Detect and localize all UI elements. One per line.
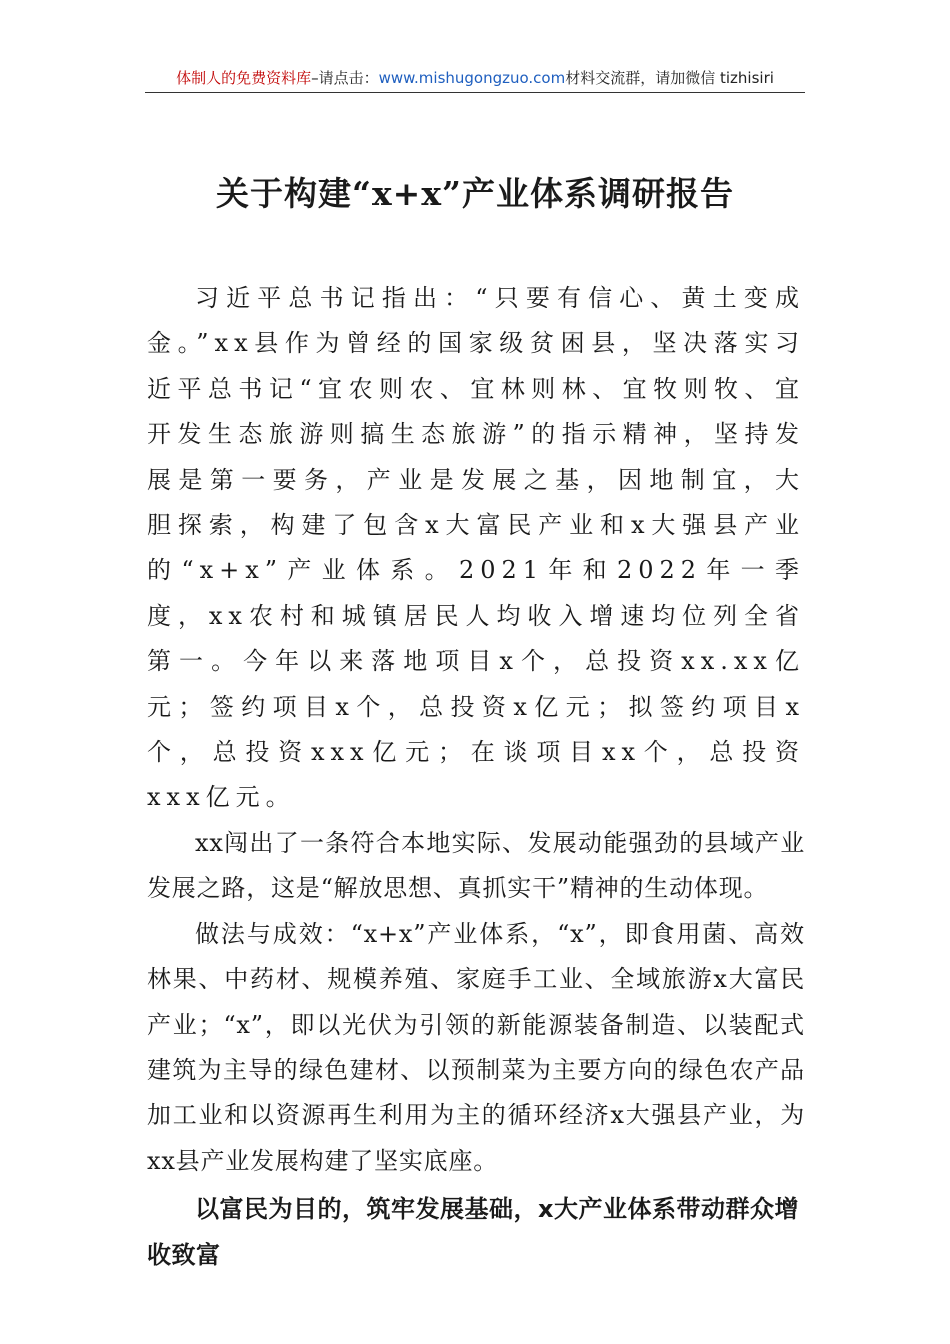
document-title: 关于构建“x+x”产业体系调研报告 [216,174,734,213]
header-url-link[interactable]: www.mishugongzuo.com [378,69,566,87]
section-heading: 以富民为目的，筑牢发展基础，x大产业体系带动群众增收致富 [147,1195,799,1270]
page-header [145,66,805,93]
header-prompt: –请点击： [311,69,379,87]
paragraph-summary: xx闯出了一条符合本地实际、发展动能强劲的县域产业发展之路，这是“解放思想、真抓实干”精神的生动体现。 [147,828,805,903]
document-body [147,276,805,1278]
paragraph-practices: 做法与成效：“x+x”产业体系，“x”，即食用菌、高效林果、中药材、规模养殖、家庭手工业、全域旅游x大富民产业；“x”，即以光伏为引领的新能源装备制造、以装配式建筑为主导的绿色建材、以预制菜为主要方向的绿色农产品加工业和以资源再生利用为主的循环经济x大强县产业，为xx县产业发展构建了坚实底座。 [147,919,805,1175]
header-site-name: 体制人的免费资料库 [176,69,312,87]
paragraph-intro: 习近平总书记指出：“只要有信心、黄土变成金。”xx县作为曾经的国家级贫困县，坚决落实习近平总书记“宜农则农、宜林则林、宜牧则牧、宜开发生态旅游则搞生态旅游”的指示精神，坚持发展是第一要务，产业是发展之基，因地制宜，大胆探索，构建了包含x大富民产业和x大强县产业的“x+x”产业体系。2021年和2022年一季度，xx农村和城镇居民人均收入增速均位列全省第一。今年以来落地项目x个，总投资xx.xx亿元；签约项目x个，总投资x亿元；拟签约项目x个，总投资xxx亿元；在谈项目xx个，总投资xxx亿元。 [147,284,805,812]
header-note: 材料交流群，请加微信 tizhisiri [565,69,774,87]
